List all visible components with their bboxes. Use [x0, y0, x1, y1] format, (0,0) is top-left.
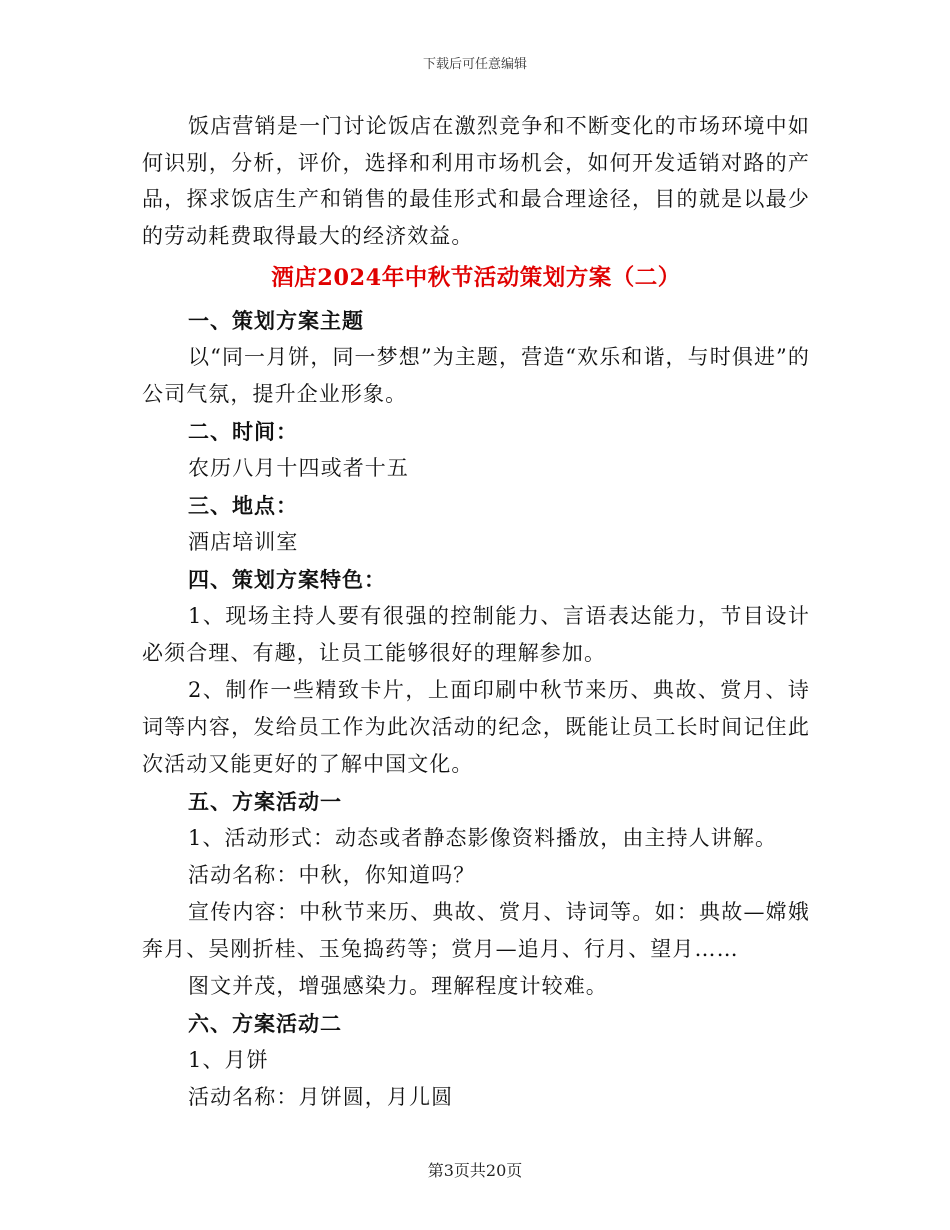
section-heading-activity-1: 五、方案活动一	[188, 789, 342, 814]
activity-1-name: 活动名称：中秋，你知道吗？	[188, 863, 476, 887]
page-header-note: 下载后可任意编辑	[422, 57, 527, 72]
section-text-theme: 以“同一月饼，同一梦想”为主题，营造“欢乐和谐，与时俱进”的公司气氛，提升企业形象。	[142, 345, 810, 406]
activity-1-form: 1、活动形式：动态或者静态影像资料播放，由主持人讲解。	[188, 826, 778, 850]
section-heading-location: 三、地点：	[188, 493, 298, 518]
activity-1-note: 图文并茂，增强感染力。理解程度计较难。	[188, 974, 608, 998]
intro-paragraph: 饭店营销是一门讨论饭店在激烈竞争和不断变化的市场环境中如何识别，分析，评价，选择和利用市场机会，如何开发适销对路的产品，探求饭店生产和销售的最佳形式和最合理途径，目的就是以最少的劳动耗费取得最大的经济效益。	[142, 114, 810, 248]
feature-item-1: 1、现场主持人要有很强的控制能力、言语表达能力，节目设计必须合理、有趣，让员工能够很好的理解参加。	[142, 604, 810, 665]
section-heading-theme: 一、策划方案主题	[188, 308, 364, 333]
activity-2-name: 活动名称：月饼圆，月儿圆	[188, 1085, 454, 1109]
section-heading-activity-2: 六、方案活动二	[188, 1011, 342, 1036]
section-heading-time: 二、时间：	[188, 419, 298, 444]
section-heading-features: 四、策划方案特色：	[188, 567, 386, 592]
feature-item-2: 2、制作一些精致卡片，上面印刷中秋节来历、典故、赏月、诗词等内容，发给员工作为此次活动的纪念，既能让员工长时间记住此次活动又能更好的了解中国文化。	[142, 678, 810, 776]
activity-2-item-1: 1、月饼	[188, 1048, 269, 1072]
activity-1-content: 宣传内容：中秋节来历、典故、赏月、诗词等。如：典故—嫦娥奔月、吴刚折桂、玉兔捣药等；赏月—追月、行月、望月……	[142, 900, 810, 961]
section-text-time: 农历八月十四或者十五	[188, 456, 409, 480]
document-title: 酒店2024年中秋节活动策划方案（二）	[271, 265, 681, 291]
section-text-location: 酒店培训室	[188, 530, 299, 554]
page-number: 第3页共20页	[427, 1161, 523, 1180]
document-body	[142, 108, 810, 1116]
